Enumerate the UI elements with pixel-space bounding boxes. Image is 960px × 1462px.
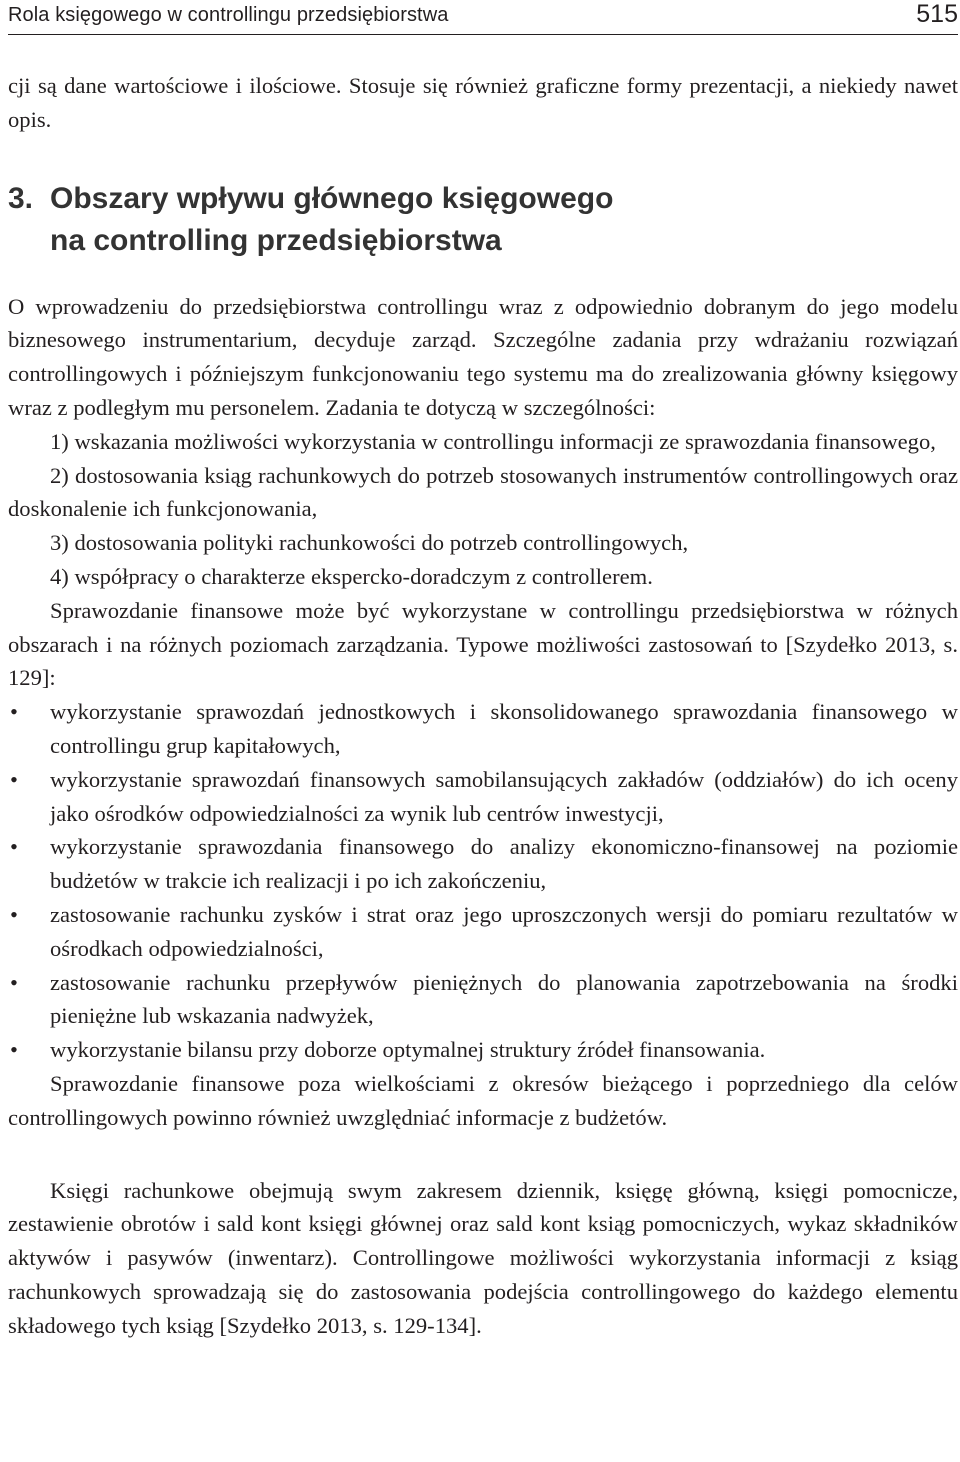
body-text: [8, 69, 958, 1343]
section-heading: [8, 178, 958, 262]
bullet-marker: •: [10, 699, 18, 725]
bullet-list-item: [8, 966, 958, 1034]
bullet-list-item: [8, 1033, 958, 1067]
running-header-title: Rola księgowego w controllingu przedsiębiorstwa: [8, 4, 449, 26]
bullet-text: wykorzystanie bilansu przy doborze optymalnej struktury źródeł finansowania.: [50, 1037, 766, 1063]
page-number: 515: [916, 0, 958, 28]
paragraph-4: Księgi rachunkowe obejmują swym zakresem dziennik, księgę główną, księgi pomocnicze, zestawienie obrotów i sald kont księgi głównej oraz sald kont ksiąg pomocniczych, wykaz składników aktywów i pasywów (inwentarz). Controllingowe możliwości wykorzystania informacji z ksiąg rachunkowych sprowadzają się do zastosowania podejścia controllingowego do każdego elementu składowego tych ksiąg [Szydełko 2013, s. 129-134].: [8, 1177, 958, 1338]
bullet-marker: •: [10, 1037, 18, 1063]
intro-continuation: cji są dane wartościowe i ilościowe. Stosuje się również graficzne formy prezentacji, a niekiedy nawet opis.: [8, 73, 958, 132]
numbered-list: [8, 425, 958, 594]
bullet-marker: •: [10, 969, 18, 995]
running-header: [8, 0, 958, 35]
bullet-marker: •: [10, 834, 18, 860]
section-title-line-2: na controlling przedsiębiorstwa: [50, 223, 502, 257]
section-number: 3.: [8, 181, 34, 215]
bullet-text: wykorzystanie sprawozdań jednostkowych i skonsolidowanego sprawozdania finansowego w controllingu grup kapitałowych,: [50, 699, 958, 758]
bullet-list-item: [8, 830, 958, 898]
section-title: [50, 178, 613, 262]
document-page: [8, 0, 958, 1343]
bullet-list-item: [8, 695, 958, 763]
numbered-list-item: 2) dostosowania ksiąg rachunkowych do potrzeb stosowanych instrumentów controllingowych oraz doskonalenie ich funkcjonowania,: [8, 462, 958, 522]
bullet-marker: •: [10, 901, 18, 927]
numbered-list-item: 1) wskazania możliwości wykorzystania w controllingu informacji ze sprawozdania finansowego,: [50, 428, 936, 454]
bullet-marker: •: [10, 766, 18, 792]
numbered-list-item: 3) dostosowania polityki rachunkowości do potrzeb controllingowych,: [50, 530, 689, 556]
paragraph-1: O wprowadzeniu do przedsiębiorstwa controllingu wraz z odpowiednio dobranym do jego modelu biznesowego instrumentarium, decyduje zarząd. Szczególne zadania przy wdrażaniu rozwiązań controllingowych i późniejszym funkcjonowaniu tego systemu ma do zrealizowania główny księgowy wraz z podległym mu personelem. Zadania te dotyczą w szczególności:: [8, 293, 958, 420]
bullet-list: [8, 695, 958, 1067]
bullet-list-item: [8, 763, 958, 831]
section-title-line-1: Obszary wpływu głównego księgowego: [50, 181, 614, 215]
bullet-text: wykorzystanie sprawozdania finansowego do analizy ekonomiczno-finansowej na poziomie budżetów w trakcie ich realizacji i po ich zakończeniu,: [50, 834, 958, 894]
bullet-text: zastosowanie rachunku przepływów pieniężnych do planowania zapotrzebowania na środki pieniężne lub wskazania nadwyżek,: [50, 969, 958, 1029]
paragraph-2: Sprawozdanie finansowe może być wykorzystane w controllingu przedsiębiorstwa w różnych obszarach i na różnych poziomach zarządzania. Typowe możliwości zastosowań to [Szydełko 2013, s. 129]:: [8, 597, 958, 691]
bullet-text: wykorzystanie sprawozdań finansowych samobilansujących zakładów (oddziałów) do ich oceny jako ośrodków odpowiedzialności za wynik lub centrów inwestycji,: [50, 766, 958, 826]
bullet-list-item: [8, 898, 958, 966]
bullet-text: zastosowanie rachunku zysków i strat oraz jego uproszczonych wersji do pomiaru rezultatów w ośrodkach odpowiedzialności,: [50, 901, 958, 961]
paragraph-3: Sprawozdanie finansowe poza wielkościami z okresów bieżącego i poprzedniego dla celów controllingowych powinno również uwzględniać informacje z budżetów.: [8, 1070, 958, 1130]
numbered-list-item: 4) współpracy o charakterze ekspercko-doradczym z controllerem.: [50, 563, 653, 589]
